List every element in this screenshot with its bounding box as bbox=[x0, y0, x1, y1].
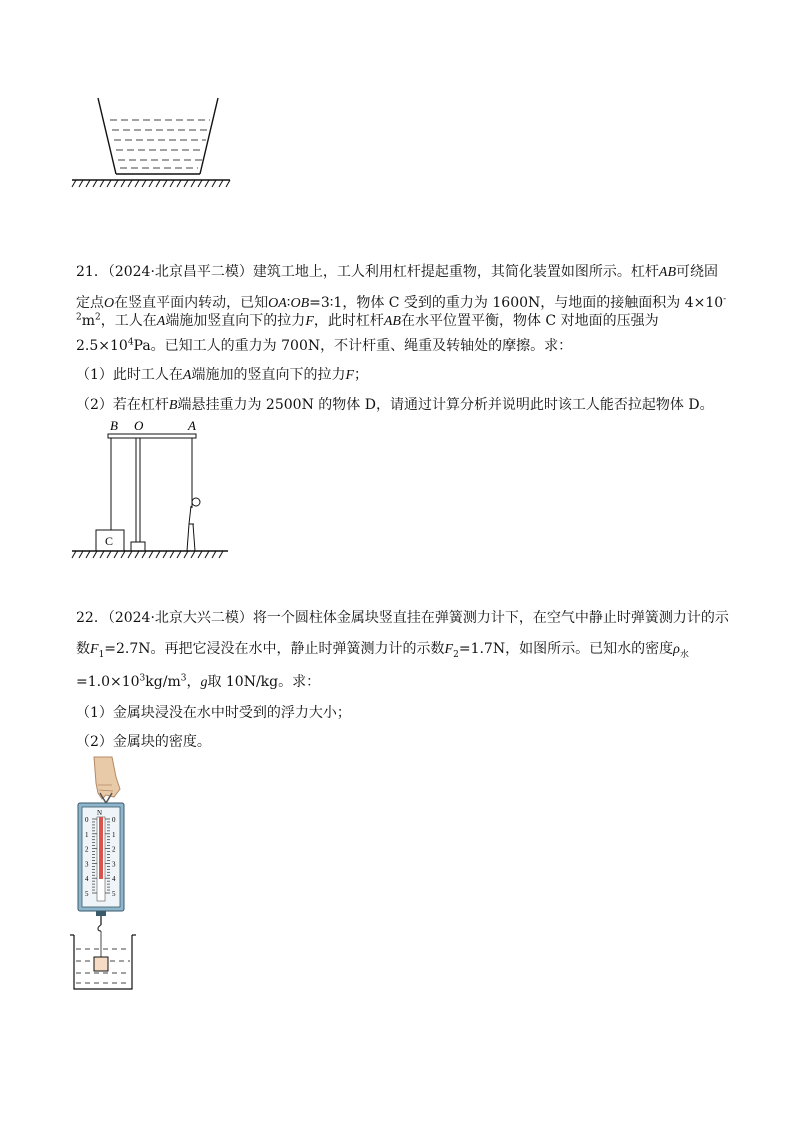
scale-label-left: 1 bbox=[85, 830, 89, 839]
q21-line-2: 定点O在竖直平面内转动，已知OA∶OB=3∶1，物体 C 受到的重力为 1600N，与地面的接触面积为 4×10- bbox=[76, 294, 727, 311]
label-c: C bbox=[105, 534, 114, 548]
q22-line-3: $=1.0\times 10^3kg/m^3$，g取 10N/kg。求： bbox=[76, 673, 321, 690]
q22-line-1: 22．（2024·北京大兴二模）将一个圆柱体金属块竖直挂在弹簧测力计下，在空气中静止时弹簧测力计的示 bbox=[76, 610, 729, 626]
label-a: A bbox=[188, 418, 196, 433]
lever-figure bbox=[70, 414, 230, 564]
container-water-figure bbox=[70, 92, 240, 190]
scale-label-right: 0 bbox=[112, 816, 116, 824]
q22-number: 22． bbox=[76, 610, 108, 626]
scale-label-right: 3 bbox=[112, 860, 116, 869]
scale-label-left: 3 bbox=[85, 860, 89, 869]
q21-part-2: （2）若在杠杆B端悬挂重力为 2500N 的物体 D，请通过计算分析并说明此时该工人能否拉起物体 D。 bbox=[76, 397, 714, 413]
label-o: O bbox=[134, 418, 144, 433]
scale-label-right: 5 bbox=[112, 890, 116, 898]
hand-icon bbox=[94, 757, 120, 799]
q21-line-3: $^2m^2$，工人在A端施加竖直向下的拉力F，此时杠杆AB在水平位置平衡，物体 C 对地面的压强为 bbox=[76, 312, 659, 329]
q21-line-4: $2.5\times 10^4Pa$。已知工人的重力为 700N，不计杆重、绳重及转轴处的摩擦。求： bbox=[76, 337, 573, 354]
scale-label-left: 2 bbox=[85, 845, 89, 854]
scale-label-left: 4 bbox=[85, 875, 89, 884]
scale-unit: N bbox=[97, 809, 103, 817]
q21-number: 21． bbox=[76, 264, 108, 280]
q21-part-1: （1）此时工人在A端施加的竖直向下的拉力F； bbox=[76, 367, 369, 383]
q22-source: （2024·北京大兴二模） bbox=[107, 610, 253, 626]
scale-label-left: 0 bbox=[85, 816, 89, 824]
q22-part-2: （2）金属块的密度。 bbox=[76, 734, 211, 750]
scale-label-left: 5 bbox=[85, 890, 89, 898]
scale-label-right: 2 bbox=[112, 845, 116, 854]
label-b: B bbox=[110, 418, 118, 433]
scale-label-right: 1 bbox=[112, 830, 116, 839]
q22-part-1: （1）金属块浸没在水中时受到的浮力大小； bbox=[76, 705, 351, 721]
q21-source: （2024·北京昌平二模） bbox=[107, 264, 253, 280]
q21-line-1: 21．（2024·北京昌平二模）建筑工地上，工人利用杠杆提起重物，其简化装置如图所示。杠杆AB可绕固 bbox=[76, 264, 719, 280]
q22-line-2: 数$F_1=2.7N$。再把它浸没在水中，静止时弹簧测力计的示数$F_2=1.7N$，如图所示。已知水的密度$\rho_水$ bbox=[76, 641, 689, 660]
scale-label-right: 4 bbox=[112, 875, 116, 884]
spring-scale-figure bbox=[66, 755, 156, 995]
